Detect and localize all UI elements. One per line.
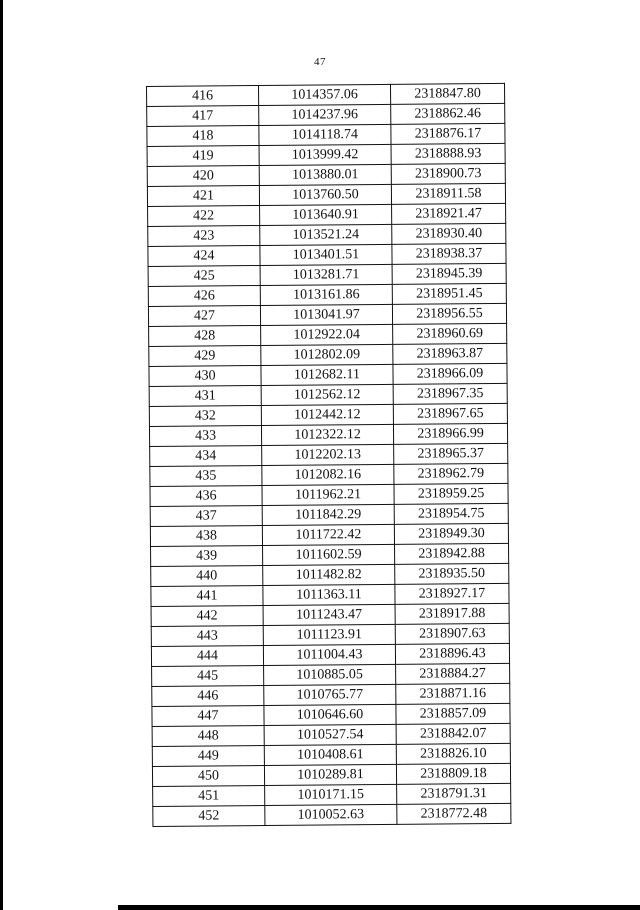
x-coordinate-cell: 1010408.61	[264, 744, 396, 765]
point-number-cell: 419	[147, 146, 259, 167]
point-number-cell: 446	[152, 685, 264, 706]
point-number-cell: 431	[149, 386, 261, 407]
table-row	[147, 163, 505, 186]
coordinate-table-body	[147, 83, 511, 826]
y-coordinate-cell: 2318871.16	[396, 683, 510, 704]
table-row	[149, 383, 507, 406]
x-coordinate-cell: 1014357.06	[259, 84, 391, 105]
point-number-cell: 442	[151, 605, 263, 626]
x-coordinate-cell: 1011722.42	[262, 524, 394, 545]
table-row	[151, 563, 509, 586]
y-coordinate-cell: 2318966.99	[393, 423, 507, 444]
table-row	[152, 683, 510, 706]
y-coordinate-cell: 2318935.50	[395, 563, 509, 584]
y-coordinate-cell: 2318960.69	[393, 323, 507, 344]
y-coordinate-cell: 2318965.37	[394, 443, 508, 464]
table-row	[149, 343, 507, 366]
x-coordinate-cell: 1011123.91	[263, 624, 395, 645]
point-number-cell: 447	[152, 705, 264, 726]
y-coordinate-cell: 2318963.87	[393, 343, 507, 364]
x-coordinate-cell: 1013161.86	[260, 284, 392, 305]
y-coordinate-cell: 2318876.17	[391, 123, 505, 144]
y-coordinate-cell: 2318862.46	[391, 103, 505, 124]
y-coordinate-cell: 2318857.09	[396, 703, 510, 724]
point-number-cell: 417	[147, 106, 259, 127]
x-coordinate-cell: 1012202.13	[262, 444, 394, 465]
y-coordinate-cell: 2318911.58	[391, 183, 505, 204]
y-coordinate-cell: 2318949.30	[394, 523, 508, 544]
x-coordinate-cell: 1012442.12	[261, 404, 393, 425]
table-row	[148, 223, 506, 246]
x-coordinate-cell: 1011962.21	[262, 484, 394, 505]
point-number-cell: 430	[149, 366, 261, 387]
x-coordinate-cell: 1012322.12	[261, 424, 393, 445]
table-row	[148, 283, 506, 306]
x-coordinate-cell: 1013401.51	[260, 244, 392, 265]
scan-border-bottom	[118, 905, 640, 910]
y-coordinate-cell: 2318791.31	[397, 783, 511, 804]
x-coordinate-cell: 1010646.60	[264, 704, 396, 725]
x-coordinate-cell: 1011602.59	[263, 544, 395, 565]
y-coordinate-cell: 2318888.93	[391, 143, 505, 164]
x-coordinate-cell: 1010527.54	[264, 724, 396, 745]
point-number-cell: 434	[150, 446, 262, 467]
y-coordinate-cell: 2318956.55	[392, 303, 506, 324]
y-coordinate-cell: 2318927.17	[395, 583, 509, 604]
point-number-cell: 449	[152, 745, 264, 766]
point-number-cell: 437	[150, 506, 262, 527]
table-row	[147, 103, 505, 126]
table-row	[148, 263, 506, 286]
y-coordinate-cell: 2318826.10	[396, 743, 510, 764]
table-row	[150, 523, 508, 546]
x-coordinate-cell: 1011004.43	[263, 644, 395, 665]
table-row	[152, 663, 510, 686]
table-row	[150, 483, 508, 506]
table-row	[147, 143, 505, 166]
x-coordinate-cell: 1011842.29	[262, 504, 394, 525]
point-number-cell: 438	[150, 526, 262, 547]
table-row	[148, 203, 506, 226]
y-coordinate-cell: 2318907.63	[395, 623, 509, 644]
point-number-cell: 435	[150, 466, 262, 487]
point-number-cell: 427	[148, 306, 260, 327]
y-coordinate-cell: 2318772.48	[397, 803, 511, 824]
point-number-cell: 452	[153, 805, 265, 826]
y-coordinate-cell: 2318959.25	[394, 483, 508, 504]
x-coordinate-cell: 1010885.05	[264, 664, 396, 685]
coordinate-table	[146, 83, 511, 827]
table-row	[150, 443, 508, 466]
x-coordinate-cell: 1013041.97	[260, 304, 392, 325]
table-row	[150, 503, 508, 526]
y-coordinate-cell: 2318954.75	[394, 503, 508, 524]
point-number-cell: 422	[148, 206, 260, 227]
point-number-cell: 440	[151, 565, 263, 586]
point-number-cell: 424	[148, 246, 260, 267]
table-row	[151, 543, 509, 566]
table-row	[149, 323, 507, 346]
table-row	[152, 763, 510, 786]
point-number-cell: 429	[149, 346, 261, 367]
x-coordinate-cell: 1013521.24	[260, 224, 392, 245]
x-coordinate-cell: 1011363.11	[263, 584, 395, 605]
y-coordinate-cell: 2318951.45	[392, 283, 506, 304]
point-number-cell: 441	[151, 585, 263, 606]
table-row	[152, 743, 510, 766]
x-coordinate-cell: 1011243.47	[263, 604, 395, 625]
y-coordinate-cell: 2318900.73	[391, 163, 505, 184]
y-coordinate-cell: 2318945.39	[392, 263, 506, 284]
table-row	[153, 803, 511, 826]
point-number-cell: 421	[147, 186, 259, 207]
y-coordinate-cell: 2318842.07	[396, 723, 510, 744]
point-number-cell: 425	[148, 266, 260, 287]
table-row	[147, 183, 505, 206]
table-row	[151, 583, 509, 606]
coordinate-table-container	[146, 83, 511, 827]
table-row	[147, 123, 505, 146]
point-number-cell: 432	[149, 406, 261, 427]
x-coordinate-cell: 1013999.42	[259, 144, 391, 165]
y-coordinate-cell: 2318967.65	[393, 403, 507, 424]
y-coordinate-cell: 2318962.79	[394, 463, 508, 484]
x-coordinate-cell: 1012802.09	[261, 344, 393, 365]
y-coordinate-cell: 2318809.18	[396, 763, 510, 784]
table-row	[148, 243, 506, 266]
x-coordinate-cell: 1013760.50	[259, 184, 391, 205]
point-number-cell: 443	[151, 625, 263, 646]
page-number: 47	[314, 56, 326, 68]
y-coordinate-cell: 2318967.35	[393, 383, 507, 404]
point-number-cell: 436	[150, 486, 262, 507]
table-row	[151, 643, 509, 666]
point-number-cell: 433	[149, 426, 261, 447]
table-row	[147, 83, 505, 106]
point-number-cell: 451	[153, 785, 265, 806]
point-number-cell: 423	[148, 226, 260, 247]
point-number-cell: 428	[149, 326, 261, 347]
x-coordinate-cell: 1012922.04	[261, 324, 393, 345]
y-coordinate-cell: 2318847.80	[390, 83, 504, 104]
x-coordinate-cell: 1013640.91	[260, 204, 392, 225]
table-row	[150, 463, 508, 486]
scan-border-left	[0, 0, 3, 910]
x-coordinate-cell: 1014237.96	[259, 104, 391, 125]
table-row	[148, 303, 506, 326]
table-row	[152, 723, 510, 746]
x-coordinate-cell: 1012082.16	[262, 464, 394, 485]
x-coordinate-cell: 1013281.71	[260, 264, 392, 285]
point-number-cell: 444	[151, 645, 263, 666]
x-coordinate-cell: 1012562.12	[261, 384, 393, 405]
table-row	[152, 703, 510, 726]
y-coordinate-cell: 2318921.47	[392, 203, 506, 224]
point-number-cell: 418	[147, 126, 259, 147]
table-row	[149, 403, 507, 426]
point-number-cell: 420	[147, 166, 259, 187]
point-number-cell: 445	[152, 665, 264, 686]
table-row	[149, 363, 507, 386]
y-coordinate-cell: 2318966.09	[393, 363, 507, 384]
table-row	[151, 623, 509, 646]
point-number-cell: 439	[151, 546, 263, 567]
x-coordinate-cell: 1011482.82	[263, 564, 395, 585]
point-number-cell: 448	[152, 725, 264, 746]
y-coordinate-cell: 2318917.88	[395, 603, 509, 624]
table-row	[149, 423, 507, 446]
y-coordinate-cell: 2318930.40	[392, 223, 506, 244]
y-coordinate-cell: 2318896.43	[395, 643, 509, 664]
x-coordinate-cell: 1010765.77	[264, 684, 396, 705]
x-coordinate-cell: 1013880.01	[259, 164, 391, 185]
point-number-cell: 450	[152, 765, 264, 786]
x-coordinate-cell: 1010289.81	[264, 764, 396, 785]
point-number-cell: 426	[148, 286, 260, 307]
point-number-cell: 416	[147, 86, 259, 107]
y-coordinate-cell: 2318938.37	[392, 243, 506, 264]
x-coordinate-cell: 1010171.15	[265, 784, 397, 805]
table-row	[151, 603, 509, 626]
x-coordinate-cell: 1010052.63	[265, 804, 397, 825]
y-coordinate-cell: 2318884.27	[396, 663, 510, 684]
x-coordinate-cell: 1012682.11	[261, 364, 393, 385]
table-row	[153, 783, 511, 806]
y-coordinate-cell: 2318942.88	[395, 543, 509, 564]
x-coordinate-cell: 1014118.74	[259, 124, 391, 145]
